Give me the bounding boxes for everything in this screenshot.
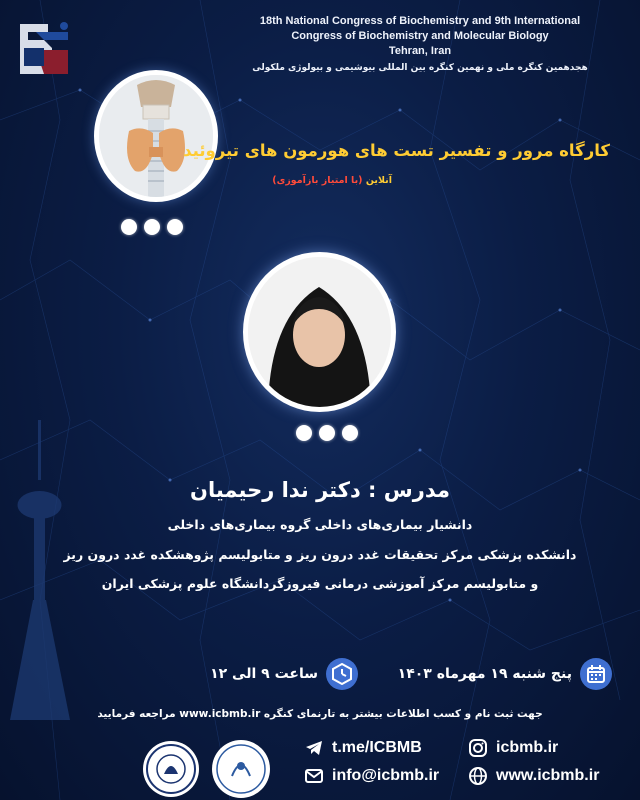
contact-email[interactable] [304, 765, 439, 787]
workshop-title: کارگاه مرور و تفسیر تست های هورمون های تیروئید [183, 141, 610, 160]
society-seal [212, 740, 270, 798]
email-icon [304, 766, 324, 786]
website-link[interactable]: www.icbmb.ir [496, 767, 600, 784]
calendar-icon [580, 658, 612, 690]
thyroid-dots [121, 219, 183, 235]
contact-telegram[interactable] [304, 737, 422, 759]
event-date [398, 658, 612, 690]
event-time-text: ساعت ۹ الی ۱۲ [210, 666, 318, 682]
congress-location: Tehran, Iran [388, 45, 452, 57]
dot [342, 425, 358, 441]
workshop-credit: (با امتیاز بازآموزی) [272, 175, 363, 186]
instructor-bio-line-2: دانشکده پزشکی مرکز تحقیقات غدد درون ریز و متابولیسم پژوهشکده غدد درون ریز [63, 547, 577, 562]
dot [296, 425, 312, 441]
workshop-subtitle [272, 175, 392, 186]
email-link[interactable]: info@icbmb.ir [332, 767, 440, 784]
telegram-icon [304, 738, 324, 758]
instructor-photo [243, 252, 396, 412]
event-date-text: پنج شنبه ۱۹ مهرماه ۱۴۰۳ [397, 666, 572, 682]
congress-title-line-1: 18th National Congress of Biochemistry and 9th International [259, 15, 581, 27]
event-time [210, 658, 358, 690]
congress-title-fa: هجدهمین کنگره ملی و نهمین کنگره بین المللی بیوشیمی و بیولوژی ملکولی [252, 63, 588, 73]
instructor-bio-line-1: دانشیار بیماری‌های داخلی گروه بیماری‌های داخلی [167, 517, 473, 532]
congress-header [220, 14, 620, 73]
contact-instagram[interactable] [468, 737, 558, 759]
globe-icon [468, 766, 488, 786]
congress-title-line-2: Congress of Biochemistry and Molecular Biology [291, 30, 549, 42]
dot [121, 219, 137, 235]
workshop-mode: آنلاین [365, 175, 392, 186]
congress-logo [14, 18, 74, 80]
photo-dots [296, 425, 358, 441]
thyroid-illustration [94, 70, 218, 202]
tower-silhouette [10, 420, 70, 720]
telegram-link[interactable]: t.me/ICBMB [332, 739, 422, 756]
dot [167, 219, 183, 235]
dot [319, 425, 335, 441]
university-seal [142, 740, 200, 798]
instructor-bio-line-3: و متابولیسم مرکز آموزشی درمانی فیروزگردانشگاه علوم پزشکی ایران [101, 576, 539, 591]
contact-website[interactable] [468, 765, 599, 787]
instagram-icon [468, 738, 488, 758]
dot [144, 219, 160, 235]
instructor-name: مدرس : دکتر ندا رحیمیان [190, 478, 450, 502]
registration-info: جهت ثبت نام و کسب اطلاعات بیشتر به تارنمای کنگره www.icbmb.ir مراجعه فرمایید [97, 708, 543, 720]
clock-icon [326, 658, 358, 690]
instagram-link[interactable]: icbmb.ir [496, 739, 559, 756]
